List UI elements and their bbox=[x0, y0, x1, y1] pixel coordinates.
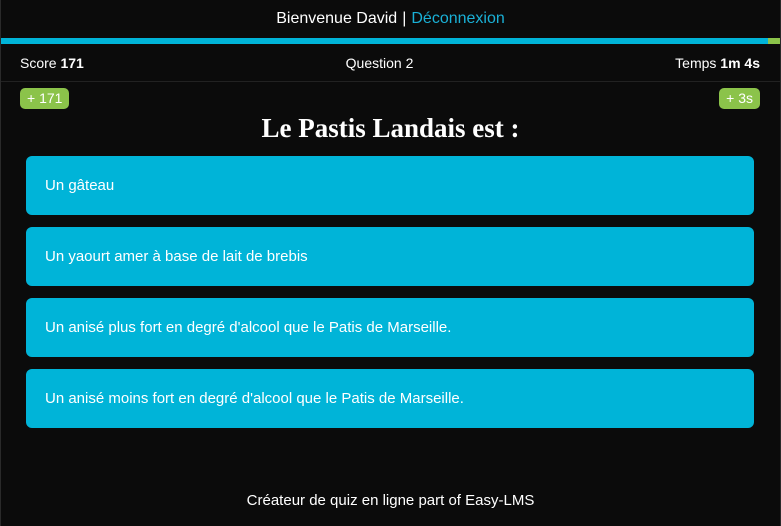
time-label: Temps bbox=[675, 54, 717, 71]
badges-row bbox=[1, 82, 780, 108]
time-bonus-badge: + 3s bbox=[719, 88, 760, 109]
welcome-text: Bienvenue David bbox=[276, 10, 398, 27]
answer-option-label: Un yaourt amer à base de lait de brebis bbox=[45, 248, 308, 265]
answer-list bbox=[1, 156, 780, 428]
status-bar bbox=[1, 44, 780, 82]
progress-bar-fill bbox=[768, 38, 780, 44]
header-separator: | bbox=[402, 10, 407, 27]
answer-option-label: Un anisé plus fort en degré d'alcool que le Patis de Marseille. bbox=[45, 319, 452, 336]
answer-option-label: Un gâteau bbox=[45, 177, 115, 194]
answer-option-label: Un anisé moins fort en degré d'alcool que le Patis de Marseille. bbox=[45, 390, 464, 407]
score-label: Score bbox=[20, 54, 57, 71]
question-title: Le Pastis Landais est : bbox=[261, 113, 520, 143]
footer-credit[interactable]: Créateur de quiz en ligne part of Easy-LMS bbox=[246, 492, 535, 509]
footer bbox=[1, 490, 780, 512]
logout-link[interactable]: Déconnexion bbox=[411, 10, 505, 27]
answer-option-4[interactable] bbox=[26, 369, 754, 428]
time-display bbox=[675, 55, 760, 71]
answer-option-2[interactable] bbox=[26, 227, 754, 286]
answer-option-1[interactable] bbox=[26, 156, 754, 215]
question-number: Question 2 bbox=[345, 54, 414, 71]
score-display bbox=[20, 55, 84, 71]
score-value: 171 bbox=[60, 54, 84, 71]
answer-option-3[interactable] bbox=[26, 298, 754, 357]
time-value: 1m 4s bbox=[720, 54, 760, 71]
top-bar bbox=[1, 0, 780, 38]
progress-bar bbox=[1, 38, 780, 44]
points-badge: + 171 bbox=[20, 88, 69, 109]
